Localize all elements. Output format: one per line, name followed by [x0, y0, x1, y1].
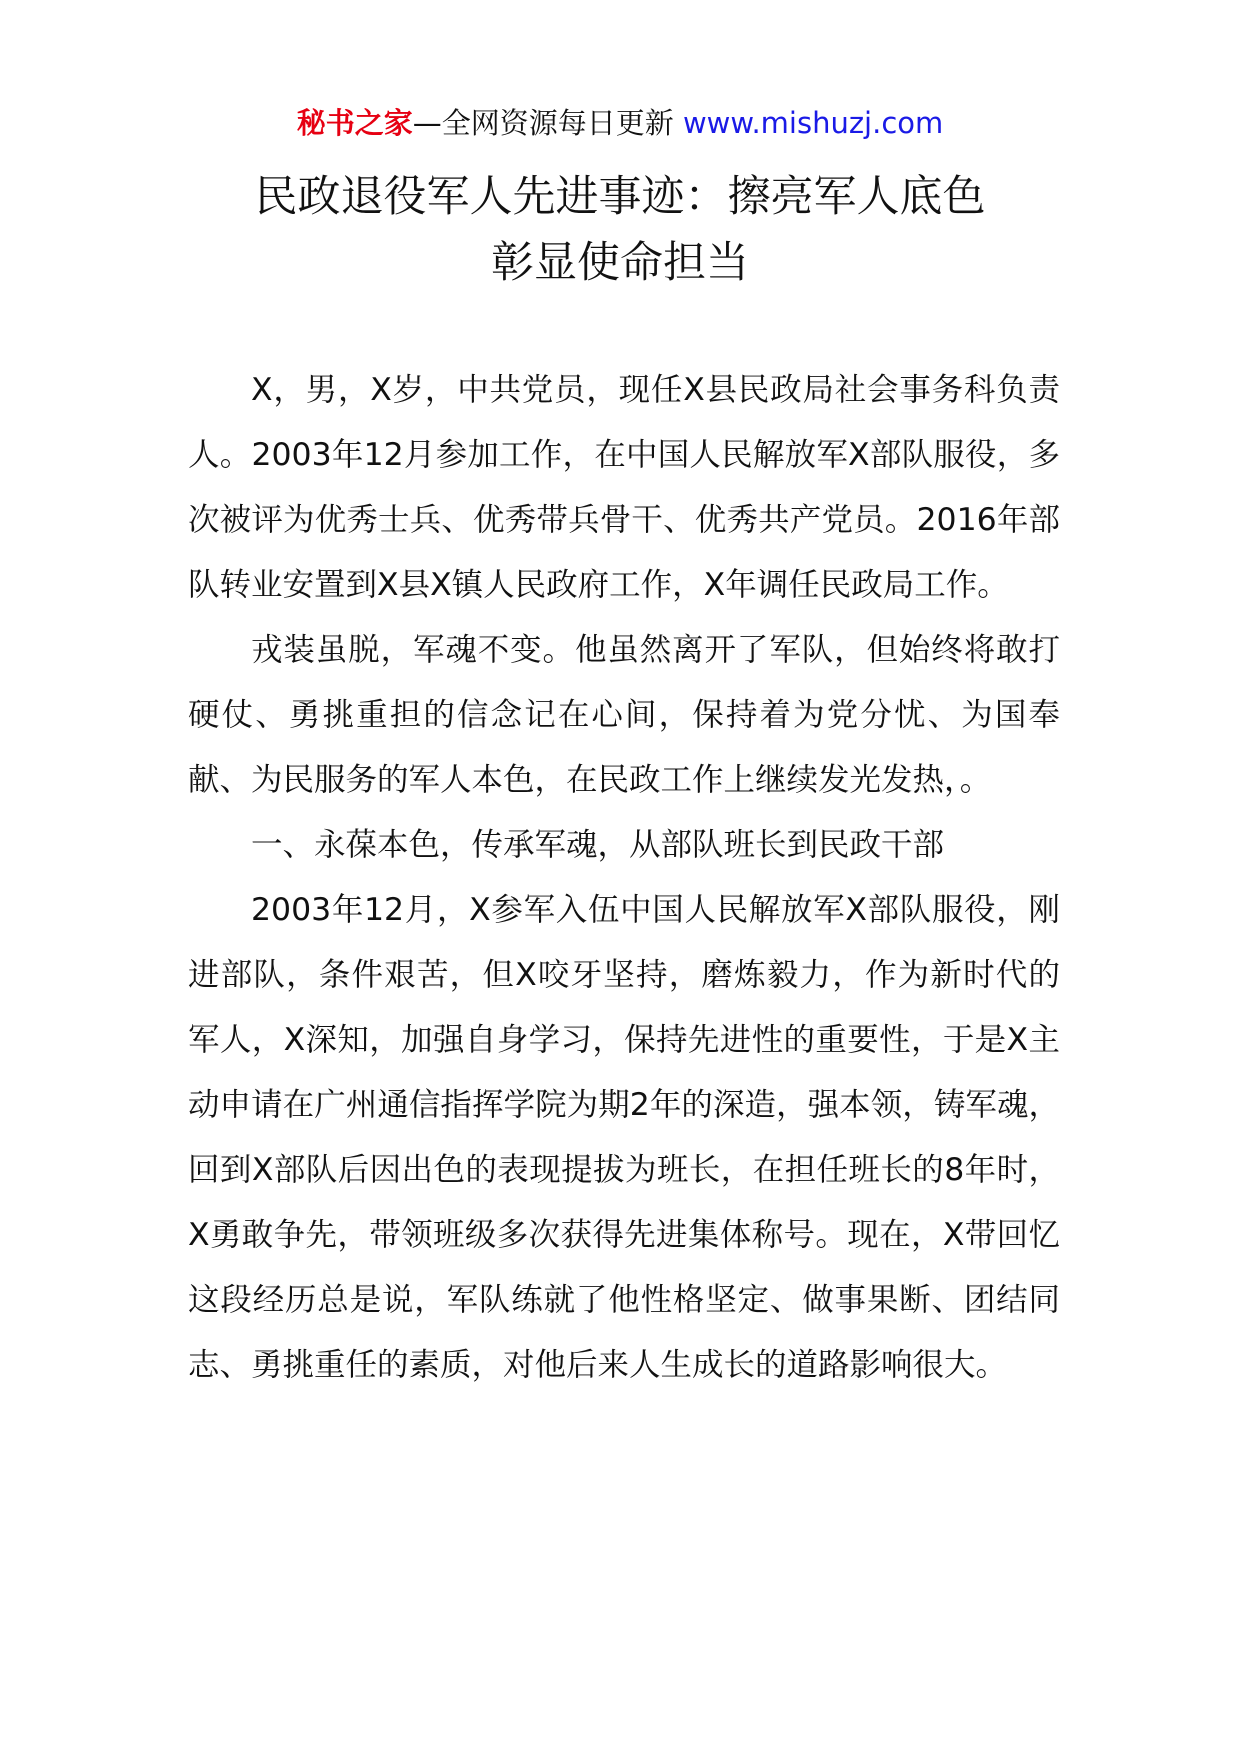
title-line-2: 彰显使命担当 — [491, 238, 749, 288]
site-brand: 秘书之家 — [296, 106, 413, 140]
paragraph-summary: 戎装虽脱，军魂不变。他虽然离开了军队，但始终将敢打硬仗、勇挑重担的信念记在心间，保持着为党分忧、为国奉献、为民服务的军人本色，在民政工作上继续发光发热，。 — [188, 632, 1060, 798]
title-line-1: 民政退役军人先进事迹：擦亮军人底色 — [254, 172, 986, 222]
paragraph-intro: X，男，X岁，中共党员，现任X县民政局社会事务科负责人。2003年12月参加工作，在中国人民解放军X部队服役，多次被评为优秀士兵、优秀带兵骨干、优秀共产党员。2016年部队转业安置到X县X镇人民政府工作，X年调任民政局工作。 — [188, 372, 1060, 603]
document-title — [0, 164, 1240, 296]
section-heading-1: 一、永葆本色，传承军魂，从部队班长到民政干部 — [251, 827, 945, 863]
site-url-link[interactable]: www.mishuzj.com — [682, 106, 944, 140]
site-header — [0, 102, 1240, 144]
document-body — [188, 358, 1060, 1398]
site-tagline: —全网资源每日更新 — [412, 106, 674, 140]
paragraph-section-1: 2003年12月，X参军入伍中国人民解放军X部队服役，刚进部队，条件艰苦，但X咬牙坚持，磨炼毅力，作为新时代的军人，X深知，加强自身学习，保持先进性的重要性，于是X主动申请在广州通信指挥学院为期2年的深造，强本领，铸军魂，回到X部队后因出色的表现提拔为班长，在担任班长的8年时，X勇敢争先，带领班级多次获得先进集体称号。现在，X带回忆这段经历总是说，军队练就了他性格坚定、做事果断、团结同志、勇挑重任的素质，对他后来人生成长的道路影响很大。 — [188, 892, 1060, 1383]
